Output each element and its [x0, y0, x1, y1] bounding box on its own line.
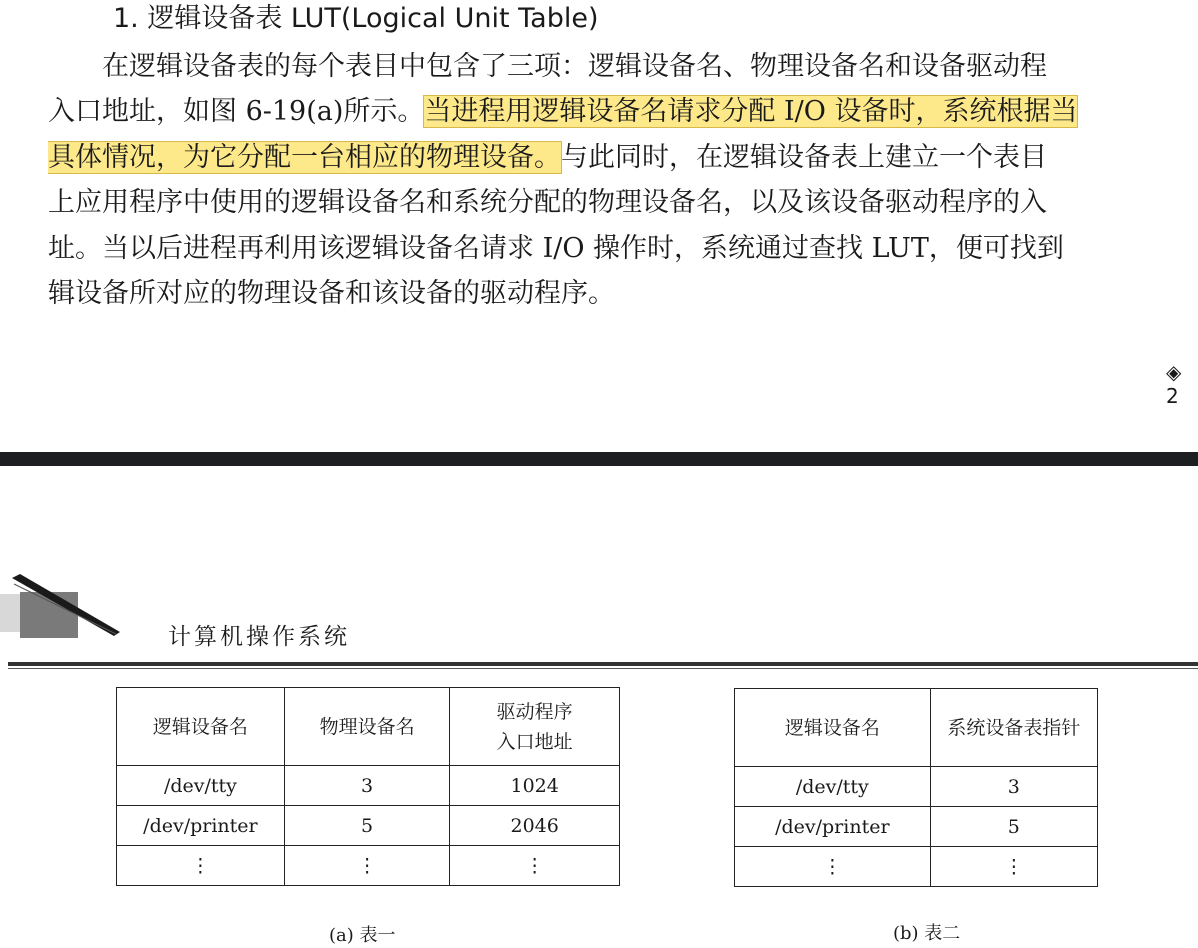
table-header-row [735, 689, 1098, 767]
paragraph-line: 入口地址，如图 6-19(a)所示。 [48, 96, 425, 128]
table-header-cell: 逻辑设备名 [735, 689, 931, 767]
highlighted-text: 具体情况，为它分配一台相应的物理设备。 [48, 141, 561, 173]
paragraph-line: 辑设备所对应的物理设备和该设备的驱动程序。 [48, 278, 615, 310]
paragraph-line: 与此同时，在逻辑设备表上建立一个表目 [561, 141, 1047, 173]
table-header-cell: 逻辑设备名 [117, 688, 285, 766]
book-title: 计算机操作系统 [168, 624, 350, 650]
table-cell: 3 [930, 767, 1097, 807]
table-cell: 5 [284, 806, 450, 846]
table-cell: ⋮ [735, 847, 931, 887]
table-header-cell: 物理设备名 [284, 688, 450, 766]
page-mark: ◈ 2 [1166, 360, 1182, 408]
page-divider [0, 452, 1198, 466]
table-row [117, 806, 620, 846]
table-header-row [117, 688, 620, 766]
table-cell: /dev/tty [117, 766, 285, 806]
table-cell: 5 [930, 807, 1097, 847]
paragraph-line: 在逻辑设备表的每个表目中包含了三项：逻辑设备名、物理设备名和设备驱动程 [48, 51, 1047, 82]
table-cell: 3 [284, 766, 450, 806]
table-cell: ⋮ [930, 847, 1097, 887]
table-header-cell [450, 688, 620, 766]
table-row [735, 767, 1098, 807]
highlighted-text: 当进程用逻辑设备名请求分配 I/O 设备时，系统根据当 [424, 96, 1078, 128]
table-cell: /dev/printer [735, 807, 931, 847]
table-cell: ⋮ [284, 846, 450, 886]
table-row [117, 846, 620, 886]
table-cell: ⋮ [117, 846, 285, 886]
table-cell: ⋮ [450, 846, 620, 886]
logical-unit-table-b [734, 688, 1098, 887]
table-row [735, 847, 1098, 887]
pen-icon [0, 570, 130, 650]
table-cell: 2046 [450, 806, 620, 846]
table-header-cell: 系统设备表指针 [930, 689, 1097, 767]
logical-unit-table-a [116, 687, 620, 886]
table-caption: (b) 表二 [893, 923, 961, 944]
paragraph-line: 址。当以后进程再利用该逻辑设备名请求 I/O 操作时，系统通过查找 LUT，便可找到 [48, 232, 1064, 264]
section-heading: 1. 逻辑设备表 LUT(Logical Unit Table) [113, 3, 599, 34]
table-cell: 1024 [450, 766, 620, 806]
table-row [735, 807, 1098, 847]
table-caption: (a) 表一 [329, 925, 396, 946]
table-cell: /dev/printer [117, 806, 285, 846]
header-text: 入口地址 [496, 730, 573, 753]
table-row [117, 766, 620, 806]
table-cell: /dev/tty [735, 767, 931, 807]
header-text: 驱动程序 [496, 700, 573, 723]
section-paragraph [48, 44, 1198, 316]
header-rule [8, 668, 1198, 669]
book-page-bottom [0, 466, 1198, 948]
header-rule [8, 662, 1198, 666]
book-page-top [0, 0, 1198, 452]
paragraph-line: 上应用程序中使用的逻辑设备名和系统分配的物理设备名，以及该设备驱动程序的入 [48, 187, 1047, 219]
